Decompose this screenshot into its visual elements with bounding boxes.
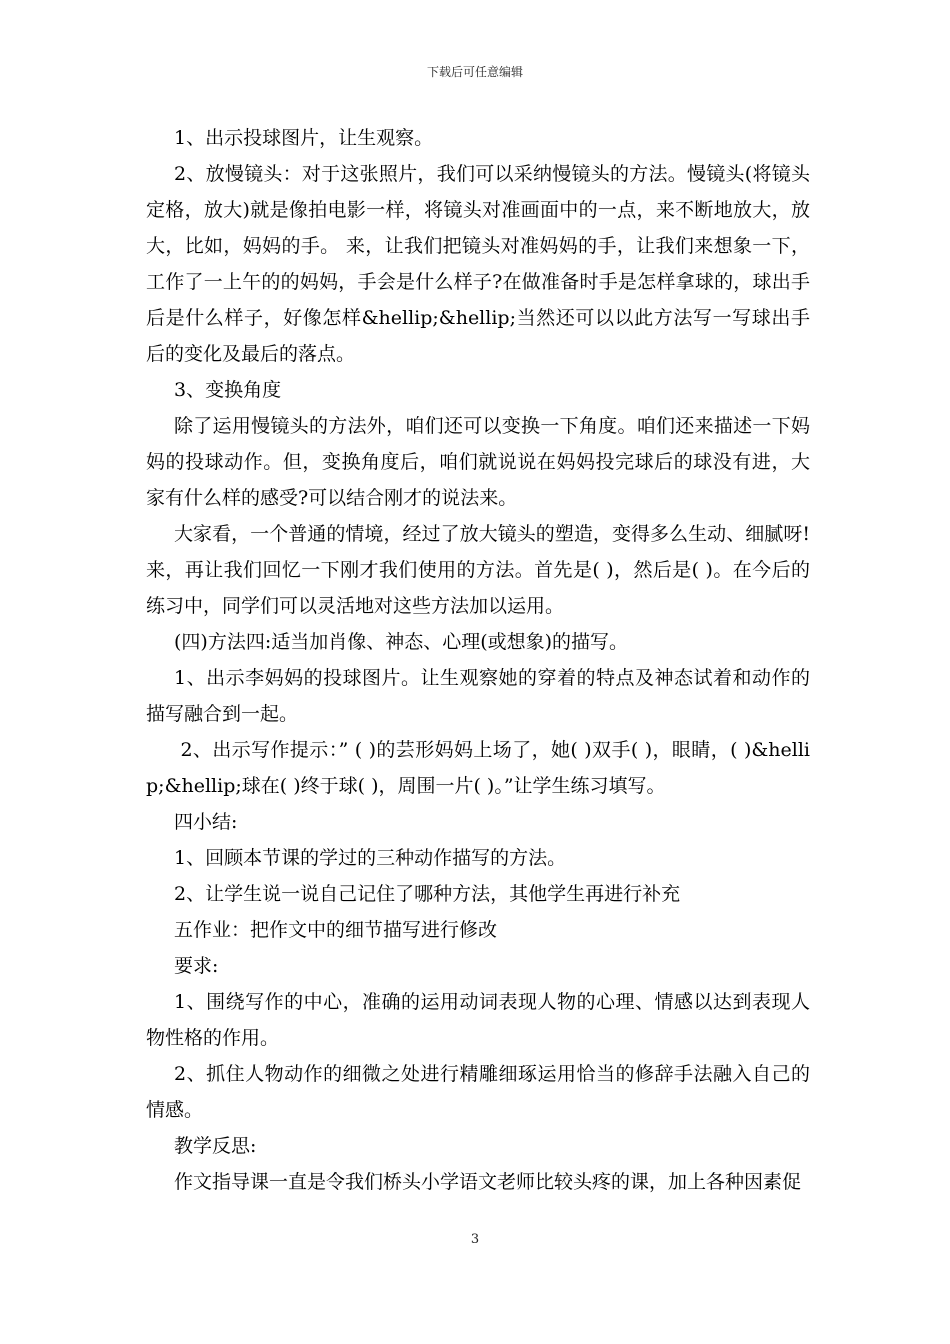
document-body (146, 120, 810, 1200)
paragraph: 1、围绕写作的中心，准确的运用动词表现人物的心理、情感以达到表现人物性格的作用。 (146, 991, 810, 1049)
paragraph: 教学反思: (174, 1135, 257, 1157)
paragraph: 2、放慢镜头：对于这张照片，我们可以采纳慢镜头的方法。慢镜头(将镜头定格，放大)就是像拍电影一样，将镜头对准画面中的一点，来不断地放大，放大，比如，妈妈的手。 来，让我们把镜头对准妈妈的手，让我们来想象一下，工作了一上午的的妈妈，手会是什么样子?在做准备时手是怎样拿球的，球出手后是什么样子，好像怎样&hellip;&hellip;当然还可以以此方法写一写球出手后的变化及最后的落点。 (146, 163, 810, 365)
paragraph: 1、回顾本节课的学过的三种动作描写的方法。 (174, 847, 567, 869)
paragraph: 3、变换角度 (174, 379, 282, 401)
paragraph: 大家看，一个普通的情境，经过了放大镜头的塑造，变得多么生动、细腻呀!来，再让我们回忆一下刚才我们使用的方法。首先是( )，然后是( )。在今后的练习中，同学们可以灵活地对这些方法加以运用。 (146, 523, 810, 617)
paragraph: 1、出示投球图片，让生观察。 (174, 127, 434, 149)
paragraph: 2、出示写作提示：” ( )的芸形妈妈上场了，她( )双手( )，眼睛，( )&hellip;&hellip;球在( )终于球( )，周围一片( )。”让学生练习填写。 (146, 739, 810, 797)
paragraph: 五作业：把作文中的细节描写进行修改 (174, 919, 498, 941)
paragraph: 作文指导课一直是令我们桥头小学语文老师比较头疼的课，加上各种因素促 (174, 1171, 802, 1193)
paragraph: 除了运用慢镜头的方法外，咱们还可以变换一下角度。咱们还来描述一下妈妈的投球动作。但，变换角度后，咱们就说说在妈妈投完球后的球没有进，大家有什么样的感受?可以结合刚才的说法来。 (146, 415, 810, 509)
page-header: 下载后可任意编辑 (426, 65, 523, 79)
paragraph: (四)方法四:适当加肖像、神态、心理(或想象)的描写。 (174, 631, 629, 653)
paragraph: 2、让学生说一说自己记住了哪种方法，其他学生再进行补充 (174, 883, 681, 905)
paragraph: 要求: (174, 955, 219, 977)
page-number: 3 (470, 1232, 480, 1247)
paragraph: 2、抓住人物动作的细微之处进行精雕细琢运用恰当的修辞手法融入自己的情感。 (146, 1063, 810, 1121)
paragraph: 1、出示李妈妈的投球图片。让生观察她的穿着的特点及神态试着和动作的描写融合到一起。 (146, 667, 810, 725)
paragraph: 四小结: (174, 811, 238, 833)
